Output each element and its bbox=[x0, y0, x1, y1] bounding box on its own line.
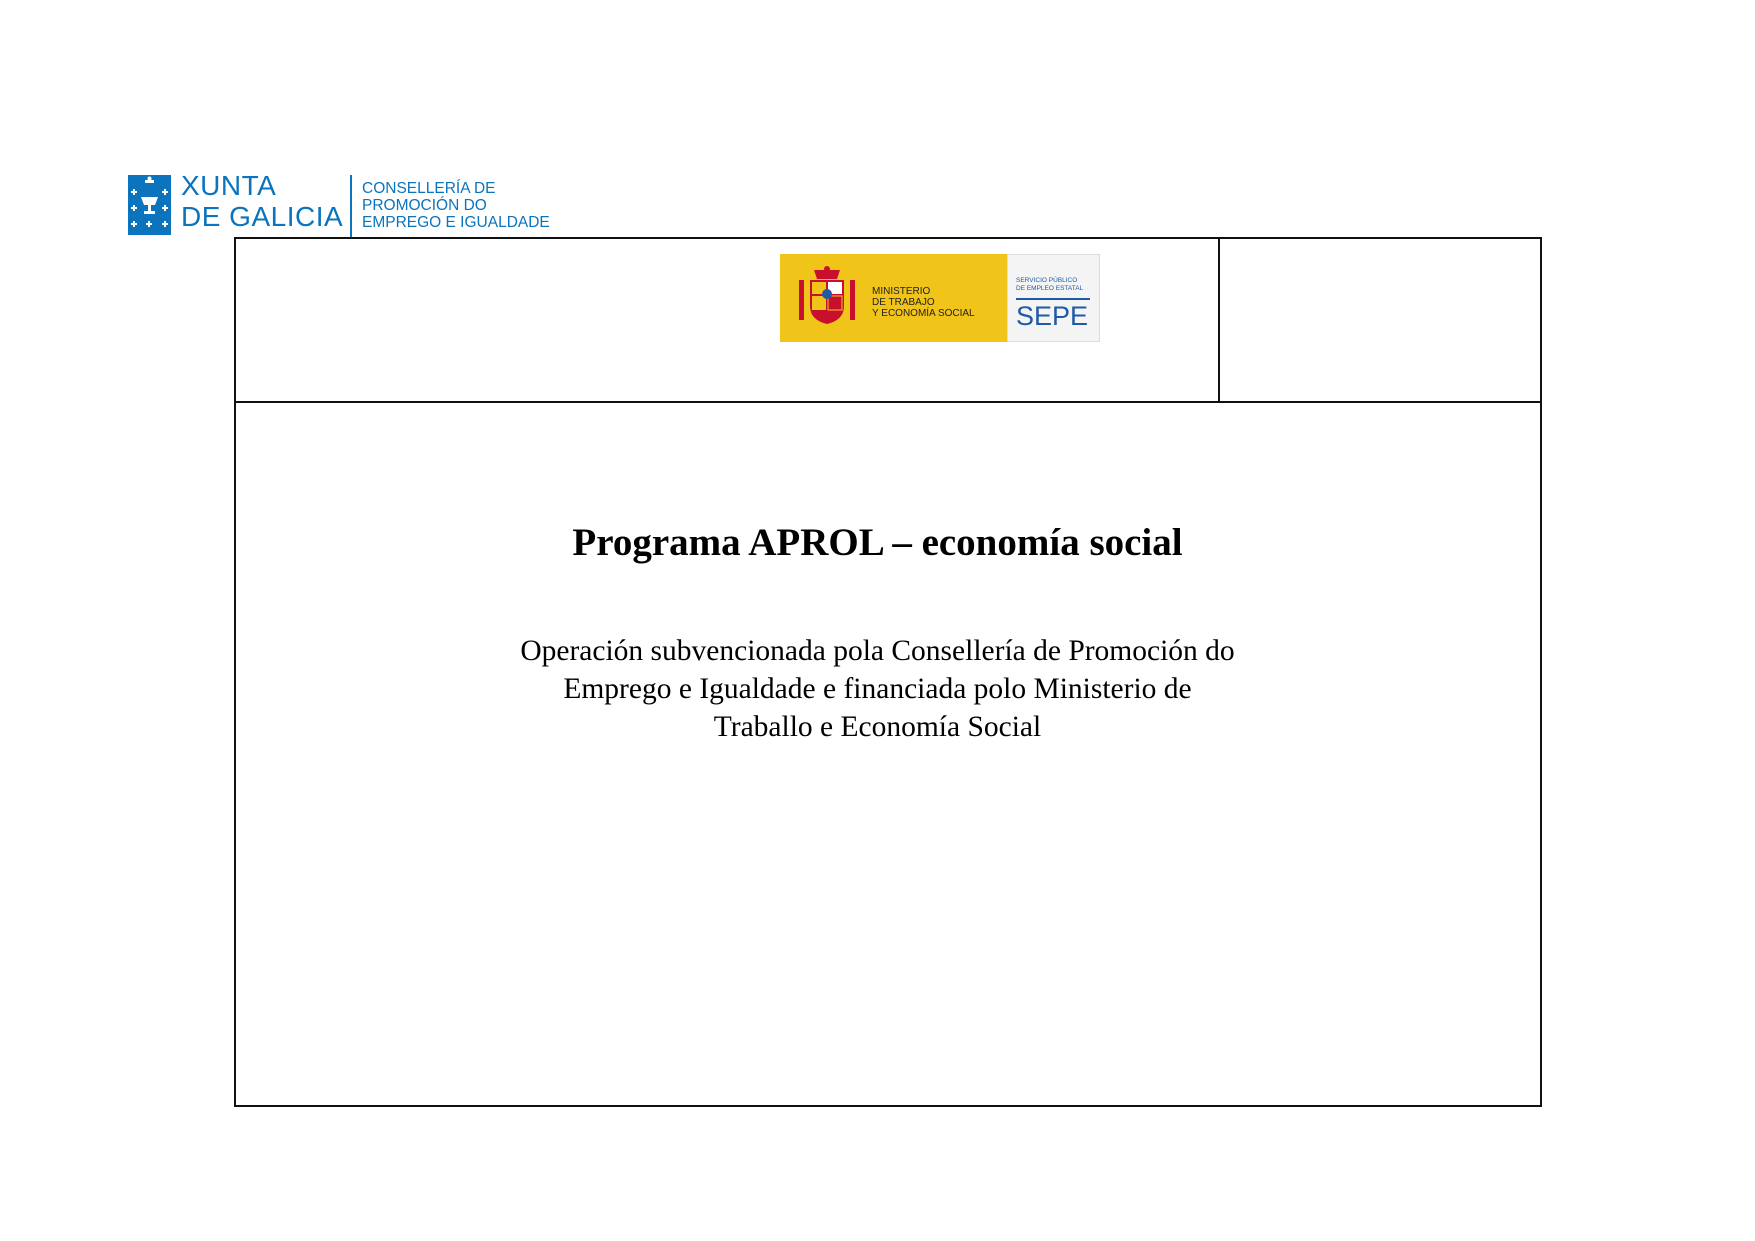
ministry-line1: MINISTERIO bbox=[872, 286, 931, 297]
ministry-name bbox=[872, 286, 975, 319]
sepe-tagline-line1: SERVICIO PÚBLICO bbox=[1016, 277, 1078, 284]
ministry-logo bbox=[780, 254, 1100, 342]
department-name bbox=[362, 180, 550, 231]
sepe-logo bbox=[1007, 254, 1100, 342]
ministry-banner bbox=[780, 254, 1007, 342]
page-title: Programa APROL – economía social bbox=[572, 521, 1183, 564]
funding-line1: Operación subvencionada pola Consellería de Promoción do bbox=[520, 635, 1235, 667]
xunta-name-line2: DE GALICIA bbox=[181, 201, 344, 232]
xunta-name bbox=[181, 170, 343, 232]
funding-line2: Emprego e Igualdade e financiada polo Ministerio de bbox=[563, 673, 1192, 705]
frame-header bbox=[236, 239, 1540, 403]
ministry-line2: DE TRABAJO bbox=[872, 297, 935, 308]
department-line2: PROMOCIÓN DO bbox=[362, 197, 487, 214]
ministry-line3: Y ECONOMÍA SOCIAL bbox=[872, 308, 975, 319]
department-line3: EMPREGO E IGUALDADE bbox=[362, 214, 550, 231]
sepe-rule bbox=[1016, 298, 1090, 300]
funding-statement bbox=[440, 632, 1315, 746]
sepe-tagline bbox=[1016, 277, 1083, 293]
sepe-wordmark: SEPE bbox=[1016, 301, 1089, 331]
coat-of-arms-icon bbox=[794, 266, 860, 330]
xunta-name-line1: XUNTA bbox=[181, 170, 277, 201]
logo-divider bbox=[350, 175, 352, 237]
department-line1: CONSELLERÍA DE bbox=[362, 180, 496, 197]
funding-line3: Traballo e Economía Social bbox=[713, 711, 1042, 743]
header-cell-divider bbox=[1218, 239, 1220, 401]
sepe-tagline-line2: DE EMPLEO ESTATAL bbox=[1016, 285, 1084, 292]
galicia-shield-icon bbox=[128, 175, 171, 235]
